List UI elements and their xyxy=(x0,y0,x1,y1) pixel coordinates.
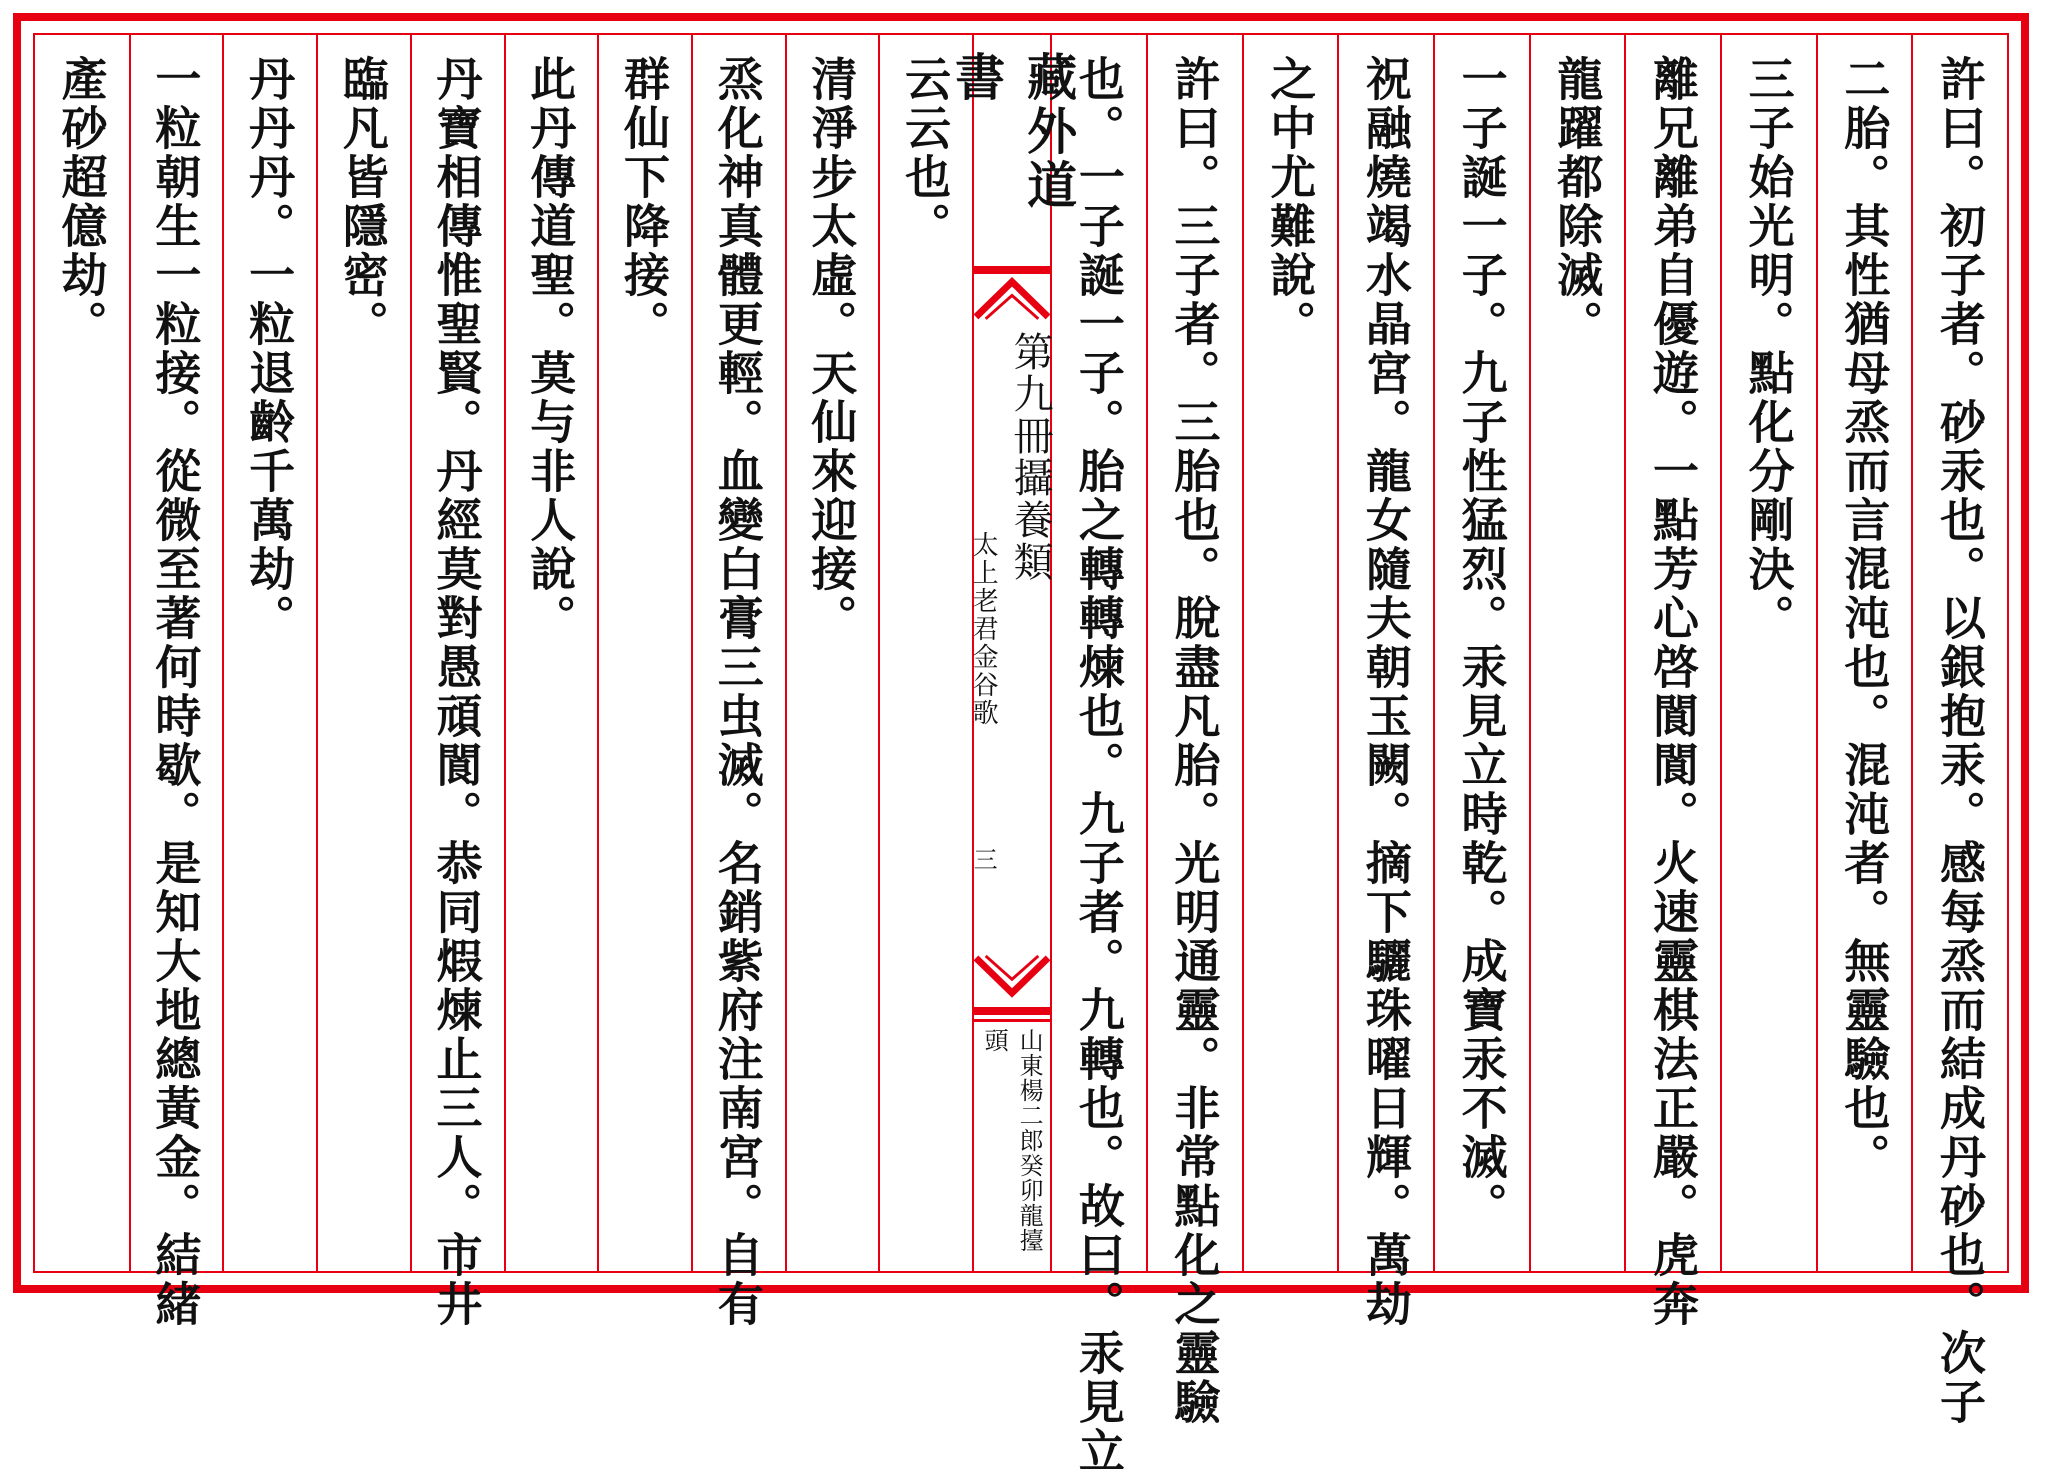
column-text: 之中尤難說。 xyxy=(1263,55,1318,349)
text-column xyxy=(129,35,223,1329)
text-column xyxy=(1146,35,1242,1427)
page-frame xyxy=(13,13,2029,1476)
column-text: 臨凡皆隱密。 xyxy=(335,55,390,349)
column-text: 二胎。其性猶母烝而言混沌也。混沌者。無靈驗也。 xyxy=(1837,55,1892,1182)
column-text: 一粒朝生一粒接。從微至著何時歇。是知大地總黃金。結緒 xyxy=(148,55,203,1329)
column-text: 此丹傳道聖。莫与非人說。 xyxy=(523,55,578,643)
text-column xyxy=(410,35,504,1329)
column-text: 群仙下降接。 xyxy=(616,55,671,349)
text-column xyxy=(1816,35,1912,1271)
text-column xyxy=(316,35,410,1271)
center-column xyxy=(947,35,1079,1271)
divider-thin-bar xyxy=(974,1019,1050,1022)
column-text: 云云也。 xyxy=(898,55,953,251)
column-text: 烝化神真體更輕。血變白膏三虫滅。名銷紫府注南宮。自有 xyxy=(710,55,765,1329)
text-column xyxy=(1433,35,1529,1271)
text-column xyxy=(222,35,316,1271)
column-text: 龍躍都除滅。 xyxy=(1550,55,1605,349)
column-text: 丹丹丹。一粒退齡千萬劫。 xyxy=(242,55,297,643)
page-number: 三 xyxy=(969,846,998,871)
text-column xyxy=(878,35,972,1271)
divider-bar xyxy=(974,1007,1050,1015)
column-text: 產砂超億劫。 xyxy=(54,55,109,349)
column-text: 祝融燒竭水晶宮。龍女隨夫朝玉闕。摘下驪珠曜日輝。萬劫 xyxy=(1358,55,1413,1329)
text-column xyxy=(691,35,785,1329)
center-text xyxy=(965,321,1059,954)
text-column xyxy=(1529,35,1625,1271)
column-text: 離兄離弟自優遊。一點芳心啓閬閬。火速靈棋法正嚴。虎奔 xyxy=(1645,55,1700,1329)
text-column xyxy=(785,35,879,1271)
chevron-bottom-icon xyxy=(974,954,1050,1001)
text-column xyxy=(1911,35,2007,1427)
column-text: 許曰。三子者。三胎也。脫盡凡胎。光明通靈。非常點化之靈驗 xyxy=(1167,55,1222,1427)
column-text: 丹寶相傳惟聖賢。丹經莫對愚頑閬。恭同煆煉止三人。市井 xyxy=(429,55,484,1329)
text-column xyxy=(1242,35,1338,1271)
column-text: 一子誕一子。九子性猛烈。汞見立時乾。成寶汞不滅。 xyxy=(1454,55,1509,1231)
column-text: 許曰。初子者。砂汞也。以銀抱汞。感每烝而結成丹砂也。次子 xyxy=(1933,55,1987,1427)
publisher-text: 山東楊二郎癸卯龍擡頭 xyxy=(980,1027,1044,1253)
column-text: 也。一子誕一子。胎之轉轉煉也。九子者。九轉也。故曰。汞見立 xyxy=(1071,55,1126,1476)
chevron-top-icon xyxy=(974,274,1050,321)
text-grid xyxy=(33,33,2009,1476)
column-text: 三子始光明。點化分剛決。 xyxy=(1741,55,1796,643)
text-column xyxy=(1720,35,1816,1271)
text-column xyxy=(597,35,691,1271)
column-text: 清淨步太虛。天仙來迎接。 xyxy=(804,55,859,643)
text-column xyxy=(1624,35,1720,1329)
text-column xyxy=(504,35,598,1271)
title-bar xyxy=(974,266,1050,274)
section-title: 太上老君金谷歌 xyxy=(968,530,999,727)
book-title: 藏外道書 xyxy=(947,51,1079,213)
text-column xyxy=(1337,35,1433,1329)
text-column xyxy=(35,35,129,1271)
volume-label: 第九冊攝養類 xyxy=(1007,330,1054,583)
